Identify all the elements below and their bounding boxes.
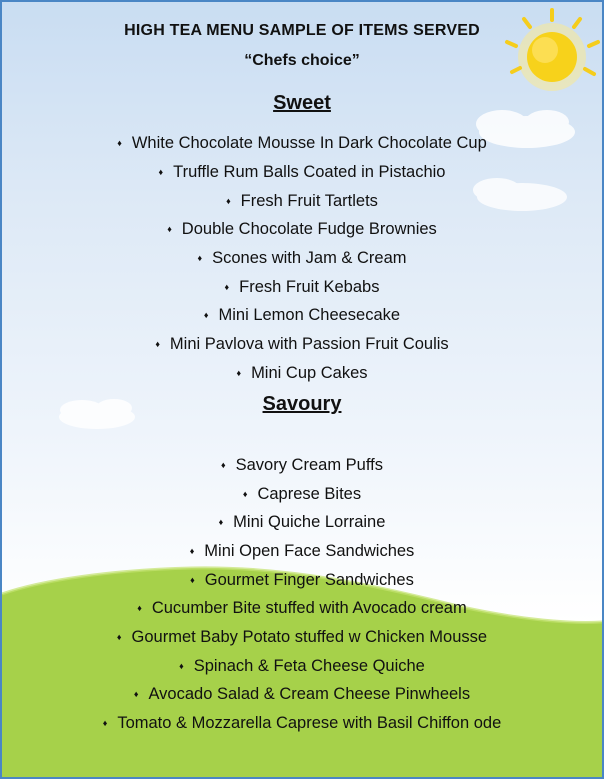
bullet-icon: ♦ xyxy=(137,603,142,613)
list-item xyxy=(2,485,602,504)
list-item-label: Mini Open Face Sandwiches xyxy=(204,542,415,560)
bullet-icon: ♦ xyxy=(116,632,122,642)
list-item-label: Fresh Fruit Tartlets xyxy=(240,192,378,210)
list-item-label: Avocado Salad & Cream Cheese Pinwheels xyxy=(148,685,471,703)
bullet-icon: ♦ xyxy=(221,460,226,470)
list-item-label: Mini Cup Cakes xyxy=(251,364,368,382)
list-item xyxy=(2,134,602,153)
list-item-label: Caprese Bites xyxy=(257,485,362,503)
list-item xyxy=(2,364,602,383)
bullet-icon: ♦ xyxy=(117,138,122,148)
bullet-icon: ♦ xyxy=(158,167,164,177)
list-item-label: Double Chocolate Fudge Brownies xyxy=(181,220,437,238)
list-item-label: Scones with Jam & Cream xyxy=(212,249,407,267)
list-item xyxy=(2,513,602,532)
bullet-icon: ♦ xyxy=(155,339,160,349)
bullet-icon: ♦ xyxy=(190,575,195,585)
bullet-icon: ♦ xyxy=(226,196,231,206)
list-item xyxy=(2,456,602,475)
bullet-icon: ♦ xyxy=(242,489,248,499)
bullet-icon: ♦ xyxy=(133,689,139,699)
list-item xyxy=(2,192,602,211)
list-item xyxy=(2,542,602,561)
list-item xyxy=(2,657,602,676)
list-item-label: Gourmet Finger Sandwiches xyxy=(204,571,414,589)
list-item xyxy=(2,628,602,647)
list-item xyxy=(2,685,602,704)
bullet-icon: ♦ xyxy=(236,368,242,378)
list-item xyxy=(2,163,602,182)
section-heading-sweet: Sweet xyxy=(273,92,331,114)
list-item-label: White Chocolate Mousse In Dark Chocolate Cup xyxy=(131,134,487,152)
list-item xyxy=(2,249,602,268)
list-item xyxy=(2,335,602,354)
list-item-label: Mini Quiche Lorraine xyxy=(233,513,386,531)
bullet-icon: ♦ xyxy=(218,517,224,527)
list-item xyxy=(2,278,602,297)
bullet-icon: ♦ xyxy=(224,282,230,292)
list-item-label: Gourmet Baby Potato stuffed w Chicken Mousse xyxy=(131,628,488,646)
list-item-label: Spinach & Feta Cheese Quiche xyxy=(193,657,425,675)
bullet-icon: ♦ xyxy=(197,253,203,263)
list-item xyxy=(2,220,602,239)
page-subtitle: “Chefs choice” xyxy=(244,52,360,69)
list-item xyxy=(2,714,602,733)
bullet-icon: ♦ xyxy=(179,661,184,671)
page-title: HIGH TEA MENU SAMPLE OF ITEMS SERVED xyxy=(124,22,480,39)
bullet-icon: ♦ xyxy=(102,718,108,728)
bullet-icon: ♦ xyxy=(167,224,172,234)
list-item-label: Tomato & Mozzarella Caprese with Basil Chiffon ode xyxy=(117,714,502,732)
bullet-icon: ♦ xyxy=(203,310,209,320)
list-item xyxy=(2,599,602,618)
list-item-label: Fresh Fruit Kebabs xyxy=(239,278,380,296)
list-item-label: Savory Cream Puffs xyxy=(235,456,383,474)
list-item-label: Mini Pavlova with Passion Fruit Coulis xyxy=(169,335,449,353)
list-item-label: Truffle Rum Balls Coated in Pistachio xyxy=(173,163,446,181)
section-heading-savoury: Savoury xyxy=(262,393,342,415)
list-item-label: Mini Lemon Cheesecake xyxy=(218,306,401,324)
list-item xyxy=(2,306,602,325)
bullet-icon: ♦ xyxy=(189,546,195,556)
list-item-label: Cucumber Bite stuffed with Avocado cream xyxy=(151,599,467,617)
list-item xyxy=(2,571,602,590)
